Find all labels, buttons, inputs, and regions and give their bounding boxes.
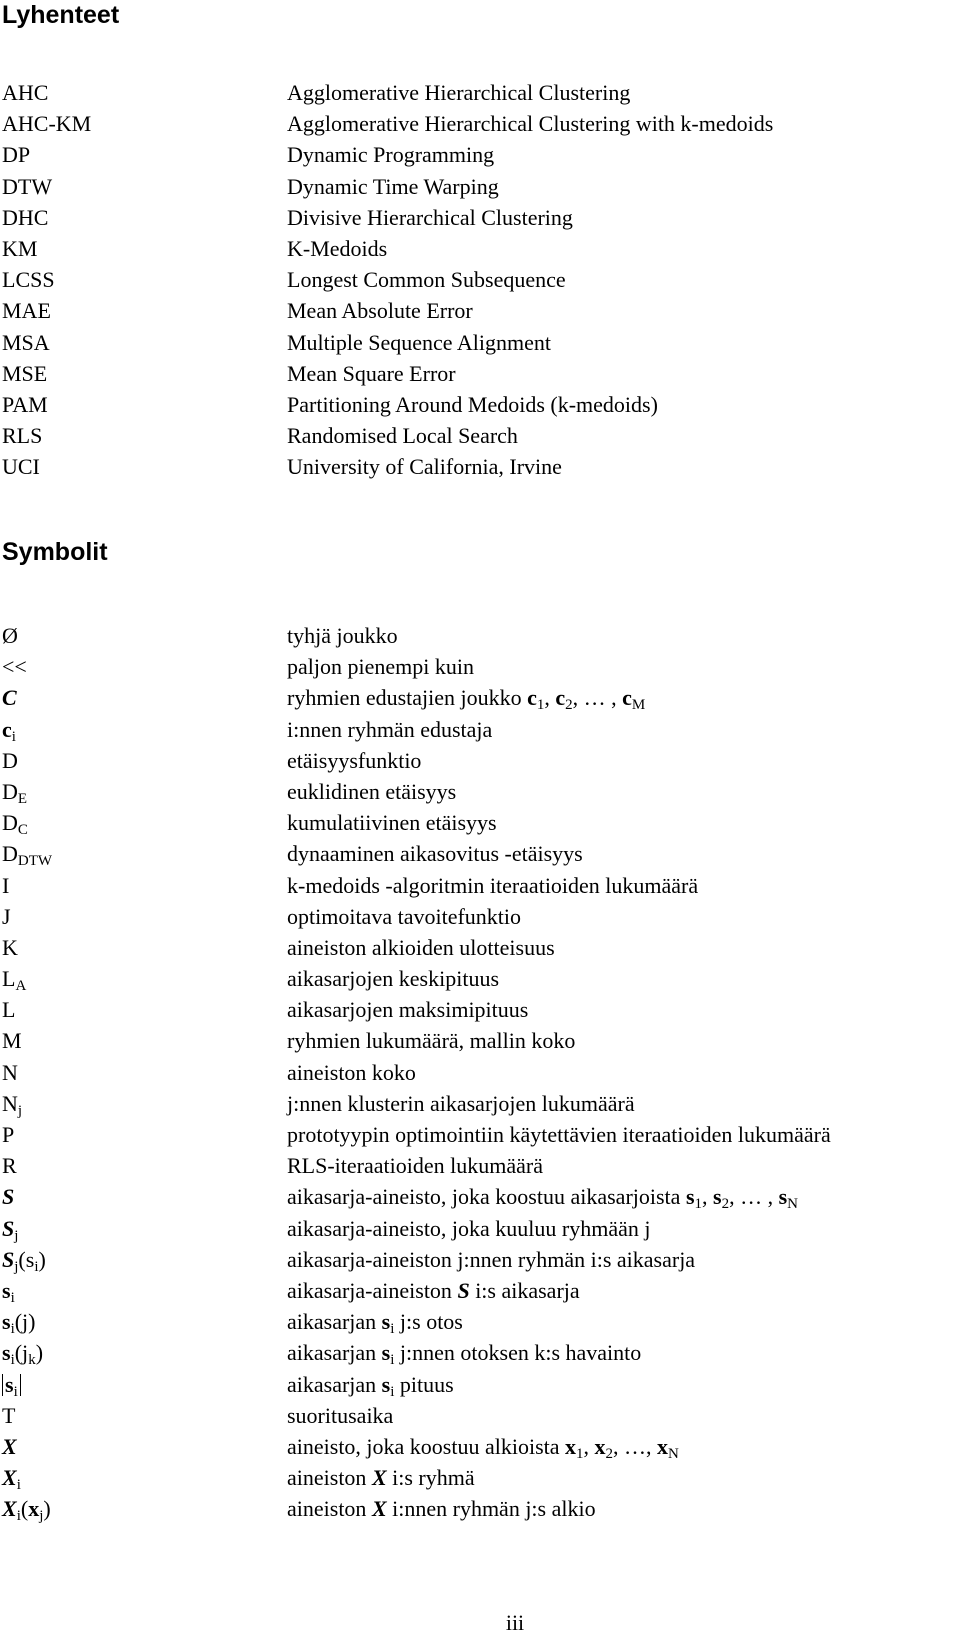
symbol-row bbox=[2, 1088, 960, 1119]
symbol-description: optimoitava tavoitefunktio bbox=[287, 903, 522, 929]
symbol-row bbox=[2, 1057, 960, 1088]
symbol-description: paljon pienempi kuin bbox=[287, 654, 474, 680]
abbreviation: UCI bbox=[2, 454, 40, 480]
symbol-description: prototyypin optimointiin käytettävien iteraatioiden lukumäärä bbox=[287, 1122, 831, 1147]
abbreviation-meaning: Longest Common Subsequence bbox=[287, 267, 566, 293]
symbols-list bbox=[2, 620, 960, 1524]
symbol-description: tyhjä joukko bbox=[287, 623, 398, 648]
symbol: P bbox=[2, 1122, 15, 1147]
symbol: $c_i$ bbox=[2, 716, 16, 745]
symbol-description: aikasarjan $s_i$ j:s otos bbox=[287, 1309, 463, 1338]
symbol-description: suoritusaika bbox=[287, 1402, 394, 1428]
page-number: iii bbox=[505, 1610, 525, 1635]
abbreviation: PAM bbox=[2, 391, 48, 417]
symbol: M bbox=[2, 1028, 22, 1054]
symbol-row bbox=[2, 963, 960, 994]
abbreviation-meaning: Mean Square Error bbox=[287, 360, 456, 386]
symbol-description: k-medoids -algoritmin iteraatioiden lukumäärä bbox=[287, 872, 699, 898]
symbol: $s_i$ bbox=[2, 1277, 15, 1306]
symbol: $D_C$ bbox=[2, 810, 28, 839]
symbol-description: aikasarja-aineisto, joka kuuluu ryhmään j bbox=[287, 1215, 651, 1241]
abbreviations-title: Lyhenteet bbox=[2, 1, 120, 29]
symbol: L bbox=[2, 997, 16, 1023]
absolute-value-bars: $s_i$ bbox=[2, 1374, 21, 1396]
symbol: R bbox=[2, 1153, 17, 1179]
abbreviation-row bbox=[2, 389, 960, 420]
abbreviation: DTW bbox=[2, 173, 53, 199]
abbreviation-row bbox=[2, 171, 960, 202]
symbol: X bbox=[2, 1433, 17, 1459]
abbreviations-list bbox=[2, 77, 960, 482]
abbreviation-meaning: Agglomerative Hierarchical Clustering with k-medoids bbox=[287, 111, 774, 137]
symbol: K bbox=[2, 934, 18, 960]
symbol-row bbox=[2, 1369, 960, 1400]
abbreviation-row bbox=[2, 264, 960, 295]
symbol bbox=[2, 1369, 21, 1400]
abbreviation: RLS bbox=[2, 423, 43, 449]
abbreviation: LCSS bbox=[2, 267, 55, 293]
symbol-row bbox=[2, 994, 960, 1025]
abbreviation: KM bbox=[2, 235, 38, 261]
symbol-description: aineiston X i:s ryhmä bbox=[287, 1465, 475, 1491]
symbol-row bbox=[2, 1337, 960, 1368]
abbreviation-row bbox=[2, 420, 960, 451]
symbol-row bbox=[2, 745, 960, 776]
symbol-row bbox=[2, 776, 960, 807]
symbol: S bbox=[2, 1184, 15, 1210]
abbreviation-meaning: Mean Absolute Error bbox=[287, 298, 473, 324]
abbreviation-meaning: Partitioning Around Medoids (k-medoids) bbox=[287, 391, 658, 417]
symbol-row bbox=[2, 1025, 960, 1056]
symbol: $N_j$ bbox=[2, 1090, 23, 1119]
symbol: $S_j$ bbox=[2, 1215, 19, 1244]
symbol: $S_j(s_i)$ bbox=[2, 1246, 46, 1275]
symbol-row bbox=[2, 870, 960, 901]
symbol-row bbox=[2, 1400, 960, 1431]
symbol-description: aineiston alkioiden ulotteisuus bbox=[287, 934, 555, 960]
abbreviation-row bbox=[2, 202, 960, 233]
symbol-description: RLS-iteraatioiden lukumäärä bbox=[287, 1153, 543, 1179]
symbol-row bbox=[2, 1119, 960, 1150]
abbreviation-row bbox=[2, 451, 960, 482]
symbol-description: kumulatiivinen etäisyys bbox=[287, 810, 497, 836]
abbreviation: MAE bbox=[2, 298, 51, 324]
abbreviation-meaning: Agglomerative Hierarchical Clustering bbox=[287, 80, 631, 105]
abbreviation: DP bbox=[2, 142, 31, 168]
symbol: N bbox=[2, 1059, 18, 1085]
symbol-row bbox=[2, 620, 960, 651]
abbreviation-meaning: K-Medoids bbox=[287, 235, 388, 261]
abbreviation-meaning: University of California, Irvine bbox=[287, 454, 562, 480]
symbol: $L_A$ bbox=[2, 966, 27, 995]
symbol-description: aikasarja-aineisto, joka koostuu aikasarjoista $s_1$, $s_2$, … , $s_N$ bbox=[287, 1184, 798, 1213]
symbol-row bbox=[2, 1275, 960, 1306]
abbreviation: MSE bbox=[2, 360, 48, 386]
symbol-description: aineiston X i:nnen ryhmän j:s alkio bbox=[287, 1496, 596, 1522]
symbol-description: ryhmien edustajien joukko $c_1$, $c_2$, … , $c_M$ bbox=[287, 685, 646, 714]
symbol: $D_E$ bbox=[2, 778, 28, 807]
symbol: D bbox=[2, 747, 18, 773]
abbreviation-row bbox=[2, 139, 960, 170]
abbreviation: DHC bbox=[2, 204, 49, 230]
symbol-row bbox=[2, 1181, 960, 1212]
symbol-row bbox=[2, 714, 960, 745]
abbreviation: AHC-KM bbox=[2, 111, 92, 137]
symbol-row bbox=[2, 1244, 960, 1275]
symbol-row bbox=[2, 1493, 960, 1524]
symbol-description: ryhmien lukumäärä, mallin koko bbox=[287, 1028, 576, 1054]
abbreviation-meaning: Randomised Local Search bbox=[287, 423, 518, 449]
abbreviation: AHC bbox=[2, 80, 49, 105]
symbol-description: aikasarjan $s_i$ j:nnen otoksen k:s havainto bbox=[287, 1340, 642, 1369]
symbol-description: aineisto, joka koostuu alkioista $x_1$, $x_2$, …, $x_N$ bbox=[287, 1433, 679, 1462]
symbol-description: i:nnen ryhmän edustaja bbox=[287, 716, 493, 742]
symbol-row bbox=[2, 932, 960, 963]
symbol-row bbox=[2, 682, 960, 713]
abbreviation-row bbox=[2, 77, 960, 108]
symbol-row bbox=[2, 901, 960, 932]
symbol: C bbox=[2, 685, 17, 711]
symbol: $X_i$ bbox=[2, 1465, 21, 1494]
abbreviation-row bbox=[2, 358, 960, 389]
symbol-row bbox=[2, 1306, 960, 1337]
symbol-description: aikasarja-aineiston j:nnen ryhmän i:s aikasarja bbox=[287, 1246, 696, 1272]
symbol-row bbox=[2, 651, 960, 682]
symbol: J bbox=[2, 903, 11, 929]
symbol-row bbox=[2, 838, 960, 869]
symbol-description: euklidinen etäisyys bbox=[287, 778, 457, 804]
symbol-description: aikasarja-aineiston S i:s aikasarja bbox=[287, 1277, 580, 1303]
symbol-row bbox=[2, 1462, 960, 1493]
symbol: $s_i(j_k)$ bbox=[2, 1340, 44, 1369]
symbols-title: Symbolit bbox=[2, 538, 108, 566]
abbreviation-row bbox=[2, 108, 960, 139]
symbol-description: dynaaminen aikasovitus -etäisyys bbox=[287, 841, 583, 867]
symbol-row bbox=[2, 807, 960, 838]
symbol: T bbox=[2, 1402, 16, 1428]
symbol: $s_i(j)$ bbox=[2, 1309, 36, 1338]
abbreviation-row bbox=[2, 233, 960, 264]
symbol: Ø bbox=[2, 623, 18, 648]
symbol-description: aikasarjan $s_i$ pituus bbox=[287, 1371, 454, 1400]
symbol-row bbox=[2, 1150, 960, 1181]
symbol-description: aikasarjojen keskipituus bbox=[287, 966, 500, 992]
symbol-description: j:nnen klusterin aikasarjojen lukumäärä bbox=[287, 1090, 635, 1116]
abbreviation-row bbox=[2, 295, 960, 326]
abbreviation: MSA bbox=[2, 329, 50, 355]
symbol: I bbox=[2, 872, 10, 898]
symbol: $X_i(x_j)$ bbox=[2, 1496, 51, 1525]
symbol: << bbox=[2, 654, 27, 680]
abbreviation-meaning: Divisive Hierarchical Clustering bbox=[287, 204, 573, 230]
abbreviation-meaning: Dynamic Programming bbox=[287, 142, 495, 168]
abbreviation-row bbox=[2, 327, 960, 358]
symbol-row bbox=[2, 1213, 960, 1244]
symbol-row bbox=[2, 1431, 960, 1462]
symbol: $D_{DTW}$ bbox=[2, 841, 53, 870]
symbol-description: aikasarjojen maksimipituus bbox=[287, 997, 529, 1023]
abbreviation-meaning: Multiple Sequence Alignment bbox=[287, 329, 551, 355]
symbol-description: etäisyysfunktio bbox=[287, 747, 422, 773]
abbreviation-meaning: Dynamic Time Warping bbox=[287, 173, 499, 199]
symbol-description: aineiston koko bbox=[287, 1059, 416, 1085]
